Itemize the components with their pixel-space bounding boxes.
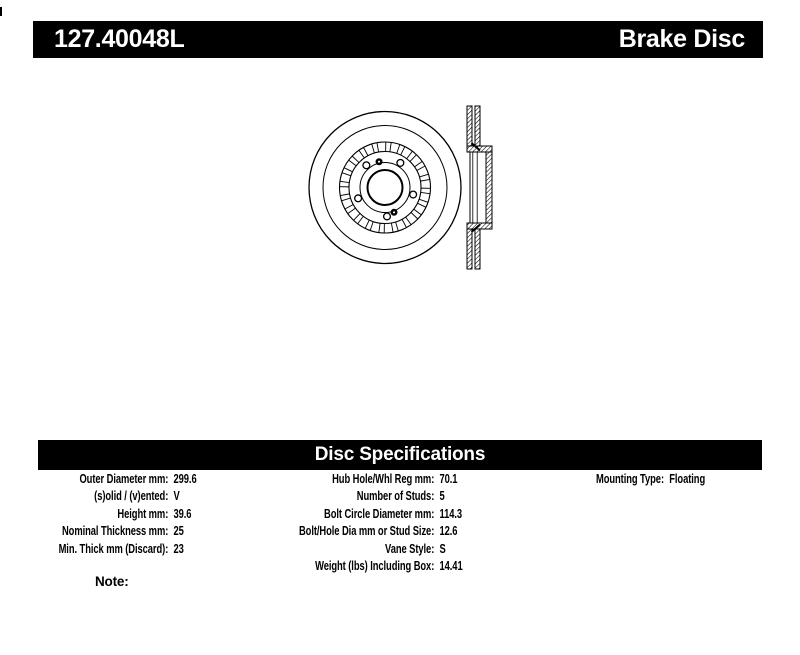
side-view-bottom-plate-outer — [467, 229, 472, 269]
spec-value: 299.6 — [173, 472, 197, 486]
spec-label: Mounting Type: — [595, 472, 664, 486]
vane-line — [401, 147, 405, 156]
vane-line — [421, 192, 430, 193]
spec-row — [285, 541, 463, 558]
spec-value: Floating — [669, 472, 706, 486]
header-bar — [33, 21, 763, 58]
spec-value: 114.3 — [439, 506, 463, 521]
vane-line — [364, 147, 368, 155]
stud-hole — [355, 195, 362, 202]
spec-row — [285, 488, 463, 505]
vane-line — [391, 223, 393, 232]
vane-line — [417, 203, 426, 207]
spec-row — [40, 471, 197, 488]
spec-section-header — [38, 440, 762, 470]
spec-label: Min. Thick mm (Discard): — [58, 541, 169, 556]
stud-hole — [363, 162, 370, 169]
vane-line — [379, 223, 380, 232]
scan-artifact — [0, 7, 2, 16]
side-view-bottom-plate-inner — [475, 229, 480, 269]
spec-row — [40, 488, 197, 505]
vane-line — [411, 212, 418, 219]
side-view-top-plate-inner — [475, 106, 480, 146]
spec-column-middle — [285, 471, 463, 575]
vane-line — [340, 194, 349, 196]
spec-label: Outer Diameter mm: — [79, 472, 169, 486]
vane-line — [410, 155, 417, 162]
brake-disc-technical-drawing — [300, 95, 500, 280]
set-screw-hole — [377, 159, 382, 164]
spec-label: Height mm: — [117, 506, 169, 521]
stud-hole — [410, 191, 417, 198]
vane-line — [397, 144, 400, 153]
spec-row — [40, 506, 197, 523]
spec-value: 12.6 — [439, 524, 458, 539]
stud-hole — [397, 160, 404, 167]
vane-line — [358, 216, 364, 224]
vane-line — [396, 222, 399, 231]
spec-value: S — [439, 541, 446, 556]
product-title: Brake Disc — [618, 25, 745, 53]
vane-line — [359, 150, 364, 158]
spec-row — [285, 471, 463, 488]
vane-line — [417, 166, 425, 170]
spec-value: 23 — [173, 541, 184, 556]
stud-hole — [384, 213, 391, 220]
spec-row — [40, 541, 197, 558]
vane-line — [419, 199, 428, 202]
spec-column-left — [40, 471, 197, 558]
spec-row — [40, 523, 197, 540]
brake-disc-front-view — [309, 112, 461, 264]
spec-label: (s)olid / (v)ented: — [94, 489, 169, 504]
vane-line — [420, 179, 429, 181]
vane-line — [349, 160, 357, 166]
vane-line — [348, 208, 356, 213]
spec-label: Bolt/Hole Dia mm or Stud Size: — [298, 524, 435, 539]
spec-row — [285, 523, 463, 540]
vane-line — [352, 156, 359, 163]
spec-value: 70.1 — [439, 472, 458, 486]
part-number: 127.40048L — [54, 25, 185, 53]
spec-value: V — [173, 489, 180, 504]
vane-line — [402, 219, 406, 227]
side-view-mounting-face — [486, 152, 492, 223]
vane-line — [370, 222, 373, 231]
vane-line — [414, 209, 422, 215]
vane-line — [419, 174, 428, 177]
spec-value: 39.6 — [173, 506, 192, 521]
vane-line — [390, 142, 391, 151]
spec-row — [285, 558, 463, 575]
spec-section-title: Disc Specifications — [314, 444, 486, 465]
vane-line — [365, 220, 369, 229]
vane-line — [340, 181, 349, 182]
spec-row — [556, 471, 705, 488]
vane-line — [372, 144, 375, 153]
spec-value: 5 — [439, 489, 445, 504]
spec-label: Bolt Circle Diameter mm: — [324, 506, 435, 521]
spec-value: 25 — [173, 524, 184, 539]
side-view-top-plate-outer — [467, 106, 472, 146]
spec-label: Vane Style: — [385, 541, 435, 556]
spec-label: Hub Hole/Whl Reg mm: — [332, 472, 435, 486]
vane-line — [407, 151, 413, 159]
spec-value: 14.41 — [439, 559, 463, 574]
spec-label: Weight (lbs) Including Box: — [315, 559, 435, 574]
spec-label: Nominal Thickness mm: — [61, 524, 169, 539]
vane-line — [345, 205, 353, 209]
vane-line — [414, 161, 422, 166]
vane-line — [406, 217, 411, 225]
vane-line — [377, 143, 379, 152]
spec-label: Number of Studs: — [356, 489, 435, 504]
vane-line — [354, 213, 361, 220]
hub-hole — [368, 170, 403, 205]
spec-row — [285, 506, 463, 523]
brake-disc-side-view — [467, 106, 492, 269]
vane-line — [341, 198, 350, 201]
spec-column-right — [556, 471, 705, 488]
note-label: Note: — [95, 574, 129, 589]
set-screw-hole — [392, 210, 397, 215]
vane-line — [344, 168, 353, 172]
vane-line — [342, 173, 351, 176]
